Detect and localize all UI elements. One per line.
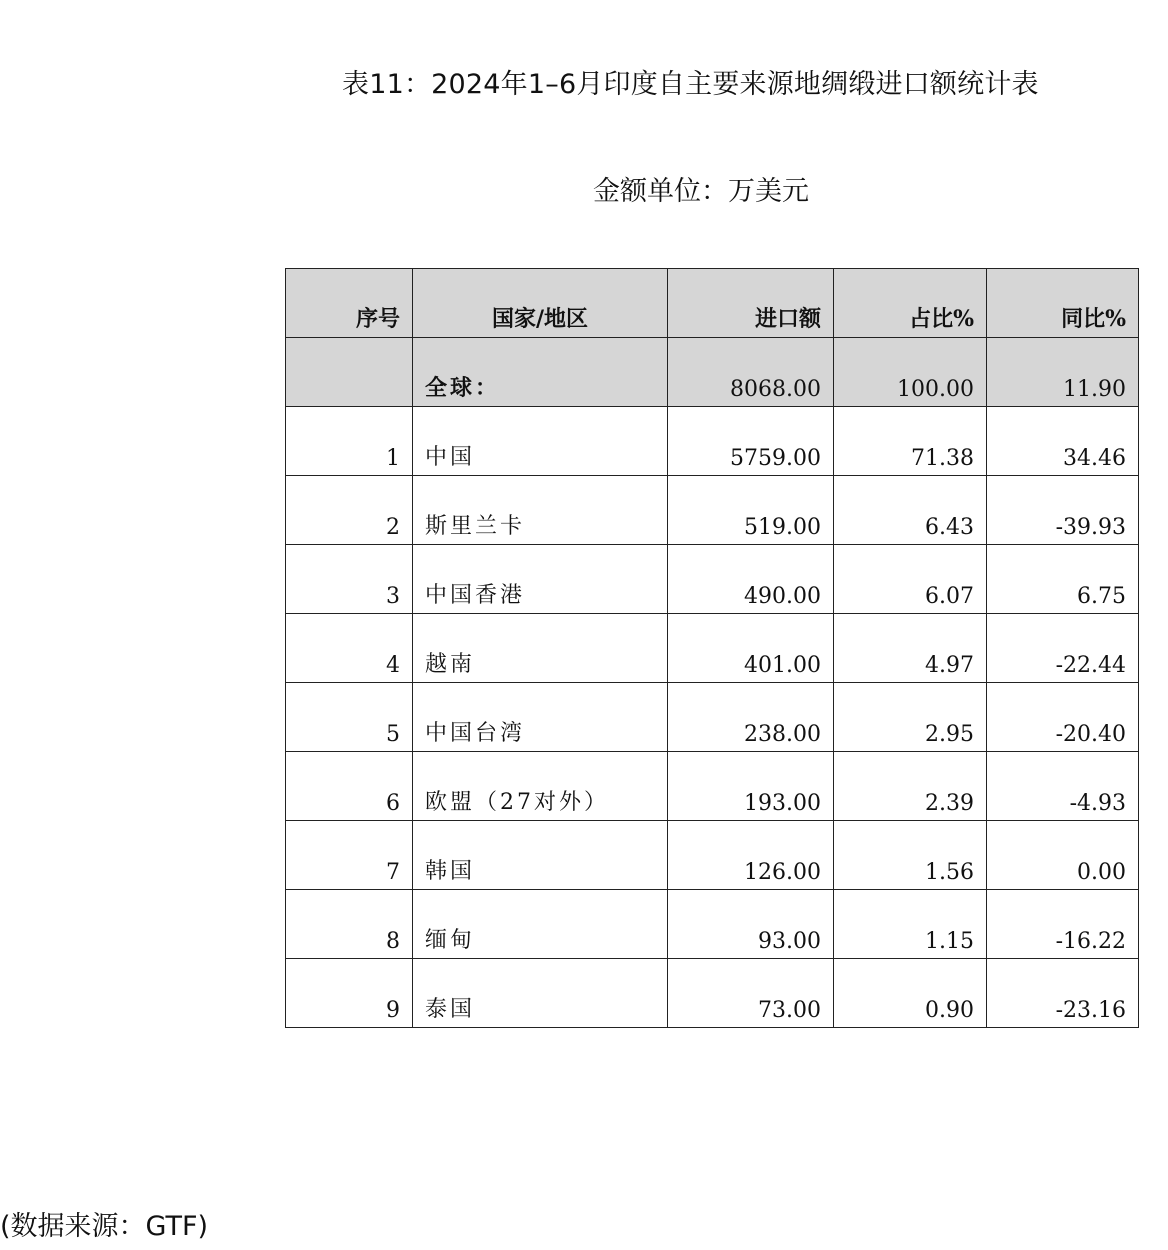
cell-index: 5 [286,683,413,752]
table-row [286,959,1139,1028]
cell-import: 93.00 [668,890,834,959]
cell-yoy: 0.00 [987,821,1139,890]
cell-index: 2 [286,476,413,545]
import-table [285,268,1139,1028]
table-row [286,476,1139,545]
cell-import: 8068.00 [668,338,834,407]
cell-share: 4.97 [834,614,987,683]
table-header-row [286,269,1139,338]
cell-share: 2.95 [834,683,987,752]
cell-region: 全球： [413,338,668,407]
table-row [286,614,1139,683]
cell-import: 73.00 [668,959,834,1028]
global-row [286,338,1139,407]
cell-yoy: 34.46 [987,407,1139,476]
cell-import: 519.00 [668,476,834,545]
cell-share: 1.15 [834,890,987,959]
table-title: 表11：2024年1–6月印度自主要来源地绸缎进口额统计表 [342,69,1039,100]
cell-region: 中国香港 [413,545,668,614]
cell-yoy: 6.75 [987,545,1139,614]
cell-region: 缅甸 [413,890,668,959]
cell-import: 238.00 [668,683,834,752]
table-row [286,545,1139,614]
cell-yoy: 11.90 [987,338,1139,407]
header-region: 国家/地区 [413,269,668,338]
cell-region: 中国台湾 [413,683,668,752]
cell-share: 1.56 [834,821,987,890]
cell-share: 2.39 [834,752,987,821]
header-index: 序号 [286,269,413,338]
cell-yoy: -22.44 [987,614,1139,683]
cell-region: 越南 [413,614,668,683]
cell-index: 8 [286,890,413,959]
header-share: 占比% [834,269,987,338]
cell-index: 6 [286,752,413,821]
cell-import: 490.00 [668,545,834,614]
cell-yoy: -4.93 [987,752,1139,821]
cell-region: 中国 [413,407,668,476]
unit-label: 金额单位：万美元 [593,176,809,207]
cell-index: 7 [286,821,413,890]
header-import: 进口额 [668,269,834,338]
cell-region: 韩国 [413,821,668,890]
cell-index: 4 [286,614,413,683]
cell-yoy: -20.40 [987,683,1139,752]
cell-import: 193.00 [668,752,834,821]
cell-region: 泰国 [413,959,668,1028]
cell-yoy: -16.22 [987,890,1139,959]
table-row [286,890,1139,959]
cell-share: 6.07 [834,545,987,614]
cell-import: 401.00 [668,614,834,683]
table-row [286,407,1139,476]
cell-region: 欧盟（27对外） [413,752,668,821]
header-yoy: 同比% [987,269,1139,338]
table-row [286,821,1139,890]
cell-share: 0.90 [834,959,987,1028]
cell-yoy: -23.16 [987,959,1139,1028]
cell-index: 3 [286,545,413,614]
cell-index: 1 [286,407,413,476]
cell-region: 斯里兰卡 [413,476,668,545]
cell-share: 71.38 [834,407,987,476]
table-row [286,683,1139,752]
data-source-note: (数据来源：GTF) [0,1211,209,1242]
cell-import: 126.00 [668,821,834,890]
table-row [286,752,1139,821]
cell-import: 5759.00 [668,407,834,476]
cell-index [286,338,413,407]
cell-share: 6.43 [834,476,987,545]
cell-share: 100.00 [834,338,987,407]
cell-yoy: -39.93 [987,476,1139,545]
cell-index: 9 [286,959,413,1028]
